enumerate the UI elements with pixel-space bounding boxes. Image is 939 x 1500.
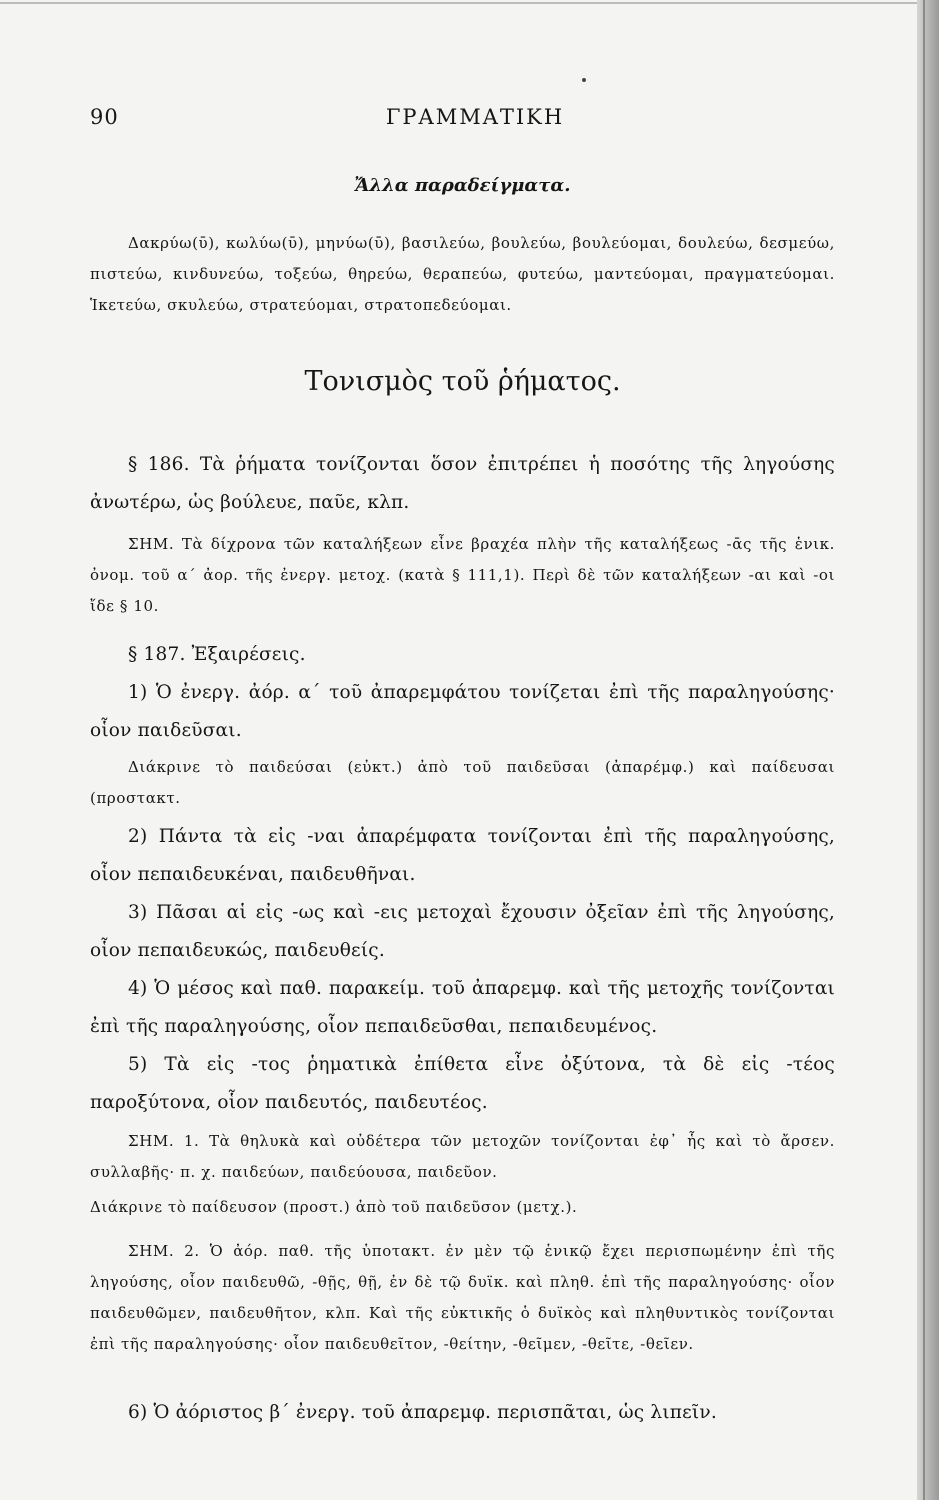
note-1 <box>90 1126 835 1188</box>
rule-6 <box>90 1394 835 1432</box>
rule-1-note <box>90 752 835 814</box>
paragraph-187 <box>90 636 835 674</box>
note-186 <box>90 529 835 622</box>
rule-5 <box>90 1046 835 1122</box>
rule-5-text: 5) Τὰ εἰς -τος ῥηματικὰ ἐπίθετα εἶνε ὀξύτονα, τὰ δὲ εἰς -τέος παροξύτονα, οἷον παιδευτός, παιδευτέος. <box>90 1054 835 1113</box>
binding-line <box>923 0 925 1500</box>
note-1-distinction-text: Διάκρινε τὸ παίδευσον (προστ.) ἀπὸ τοῦ παιδεῦσον (μετχ.). <box>90 1198 578 1216</box>
note-1-distinction <box>90 1192 835 1223</box>
running-title: ΓΡΑΜΜΑΤΙΚΗ <box>385 105 565 129</box>
rule-1 <box>90 674 835 750</box>
rule-3 <box>90 894 835 970</box>
note-2 <box>90 1236 835 1360</box>
paragraph-186 <box>90 446 835 522</box>
running-header <box>90 105 830 137</box>
paragraph-187-text: § 187. Ἐξαιρέσεις. <box>128 644 306 665</box>
rule-2 <box>90 818 835 894</box>
rule-4 <box>90 970 835 1046</box>
note-1-text: ΣΗΜ. 1. Τὰ θηλυκὰ καὶ οὐδέτερα τῶν μετοχῶν τονίζονται ἐφ᾽ ἧς καὶ τὸ ἄρσεν. συλλαβῆς· π. χ. παιδεύων, παιδεύουσα, παιδεῦον. <box>90 1132 835 1181</box>
examples-block <box>90 228 835 321</box>
examples-text: Δακρύω(ῡ), κωλύω(ῡ), μηνύω(ῡ), βασιλεύω, βουλεύω, βουλεύομαι, δουλεύω, δεσμεύω, πιστεύω, κινδυνεύω, τοξεύω, θηρεύω, θεραπεύω, φυτεύω, μαντεύομαι, πραγματεύομαι. Ἱκετεύω, σκυλεύω, στρατεύομαι, στρατοπεδεύομαι. <box>90 234 835 314</box>
page-number: 90 <box>90 105 119 129</box>
ink-speck <box>582 78 586 82</box>
paragraph-186-text: § 186. Τὰ ῥήματα τονίζονται ὅσον ἐπιτρέπει ἡ ποσότης τῆς ληγούσης ἀνωτέρω, ὡς βούλευε, παῦε, κλπ. <box>90 454 835 513</box>
rule-1-note-text: Διάκρινε τὸ παιδεύσαι (εὐκτ.) ἀπὸ τοῦ παιδεῦσαι (ἀπαρέμφ.) καὶ παίδευσαι (προστακτ. <box>90 758 835 807</box>
note-2-text: ΣΗΜ. 2. Ὁ ἀόρ. παθ. τῆς ὑποτακτ. ἐν μὲν τῷ ἑνικῷ ἔχει περισπωμένην ἐπὶ τῆς ληγούσης, οἷον παιδευθῶ, -θῇς, θῇ, ἐν δὲ τῷ δυϊκ. καὶ πληθ. ἐπὶ τῆς παραληγούσης· οἷον παιδευθῶμεν, παιδευθῆτον, κλπ. Καὶ τῆς εὐκτικῆς ὁ δυϊκὸς καὶ πληθυντικὸς τονίζονται ἐπὶ τῆς παραληγούσης· οἷον παιδευθεῖτον, -θείτην, -θεῖμεν, -θεῖτε, -θεῖεν. <box>90 1242 835 1353</box>
rule-2-text: 2) Πάντα τὰ εἰς -ναι ἀπαρέμφατα τονίζονται ἐπὶ τῆς παραληγούσης, οἷον πεπαιδευκέναι, παιδευθῆναι. <box>90 826 835 885</box>
page-binding-edge <box>917 0 939 1500</box>
rule-6-text: 6) Ὁ ἀόριστος β΄ ἐνεργ. τοῦ ἀπαρεμφ. περισπᾶται, ὡς λιπεῖν. <box>128 1402 717 1423</box>
examples-heading: Ἄλλα παραδείγματα. <box>354 175 571 196</box>
note-186-text: ΣΗΜ. Τὰ δίχρονα τῶν καταλήξεων εἶνε βραχέα πλὴν τῆς καταλήξεως -ᾱς τῆς ἑνικ. ὀνομ. τοῦ α΄ ἀορ. τῆς ἐνεργ. μετοχ. (κατὰ § 111,1). Περὶ δὲ τῶν καταλήξεων -αι καὶ -οι ἴδε § 10. <box>90 535 835 615</box>
section-heading: Τονισμὸς τοῦ ῥήματος. <box>304 366 621 397</box>
rule-4-text: 4) Ὁ μέσος καὶ παθ. παρακείμ. τοῦ ἀπαρεμφ. καὶ τῆς μετοχῆς τονίζονται ἐπὶ τῆς παραληγούσης, οἷον πεπαιδεῦσθαι, πεπαιδευμένος. <box>90 978 835 1037</box>
top-edge-line <box>0 2 920 4</box>
rule-1-text: 1) Ὁ ἐνεργ. ἀόρ. α΄ τοῦ ἀπαρεμφάτου τονίζεται ἐπὶ τῆς παραληγούσης· οἷον παιδεῦσαι. <box>90 682 835 741</box>
rule-3-text: 3) Πᾶσαι αἱ εἰς -ως καὶ -εις μετοχαὶ ἔχουσιν ὀξεῖαν ἐπὶ τῆς ληγούσης, οἷον πεπαιδευκώς, παιδευθείς. <box>90 902 835 961</box>
